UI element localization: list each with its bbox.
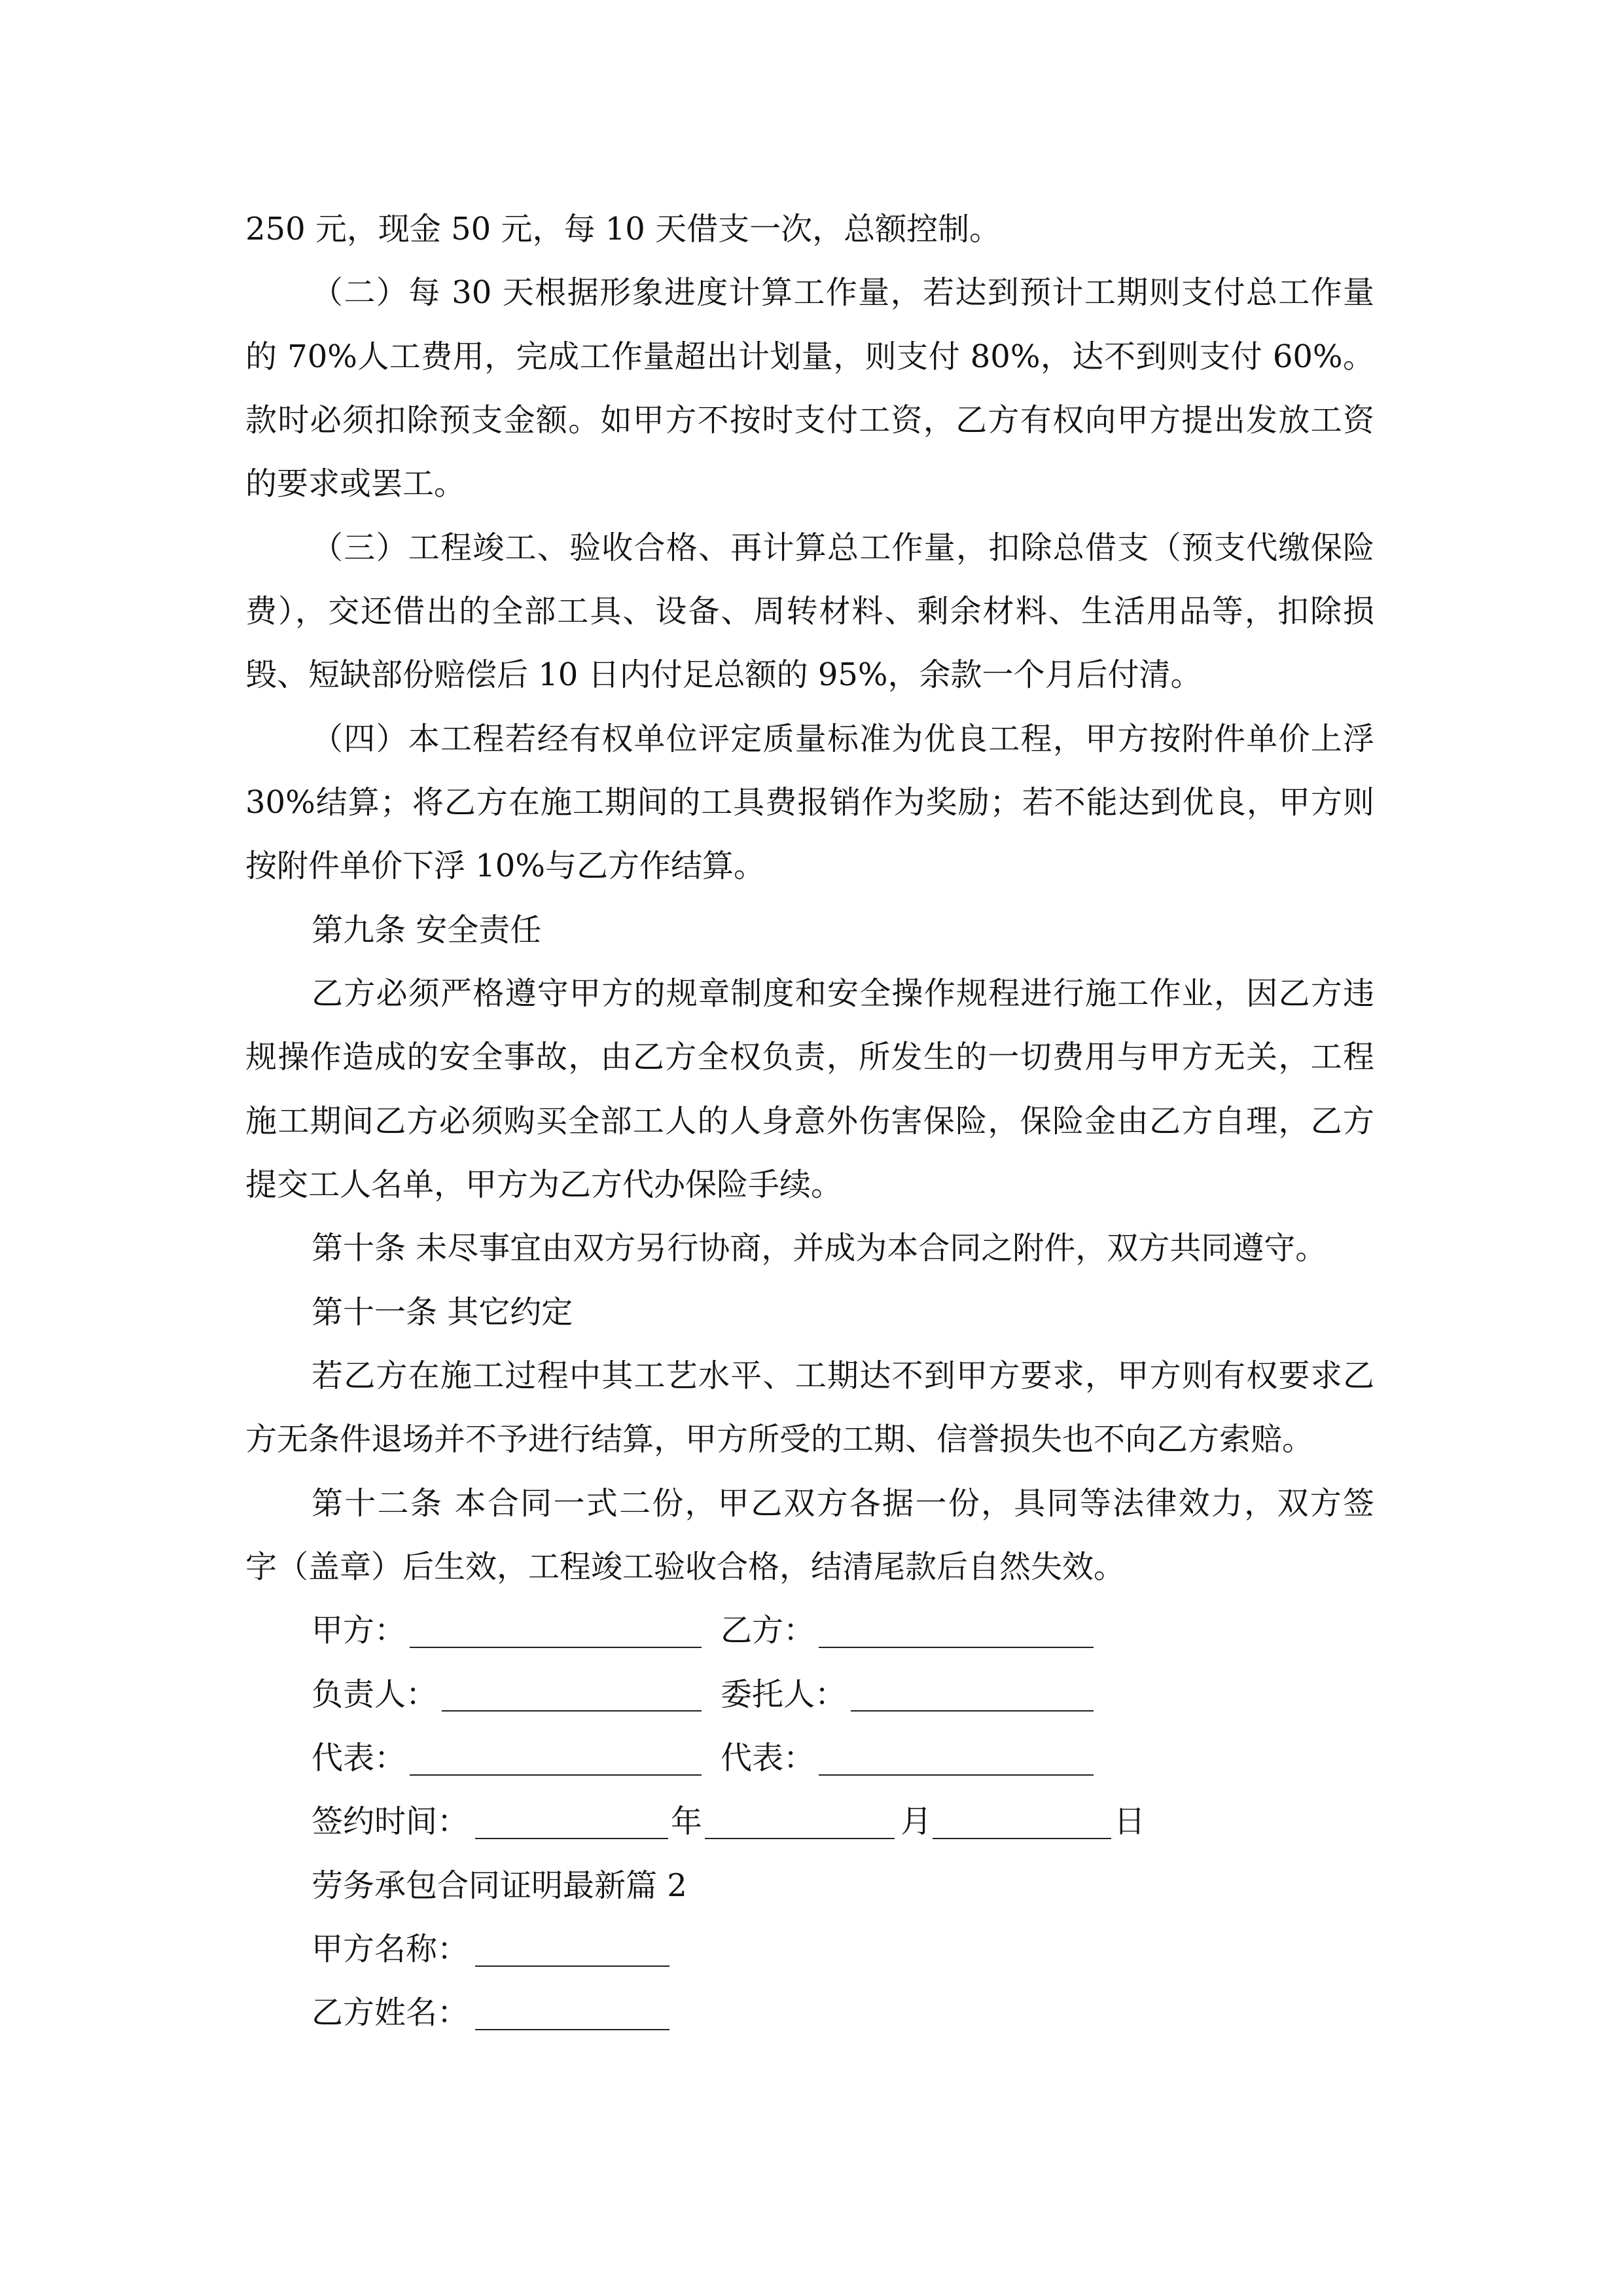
text-line: 30%结算；将乙方在施工期间的工具费报销作为奖励；若不能达到优良，甲方则 <box>245 784 1374 821</box>
party-a-blank[interactable] <box>410 1647 702 1648</box>
text-line: 毁、短缺部份赔偿后 10 日内付足总额的 95%，余款一个月后付清。 <box>245 656 1202 693</box>
party-a-name-blank[interactable] <box>475 1965 669 1967</box>
text-line: 乙方必须严格遵守甲方的规章制度和安全操作规程进行施工作业，因乙方违 <box>312 975 1374 1012</box>
day-blank[interactable] <box>933 1838 1111 1839</box>
text-line: 字（盖章）后生效，工程竣工验收合格，结清尾款后自然失效。 <box>245 1549 1126 1585</box>
entrusted-label: 委托人： <box>721 1676 847 1713</box>
text-line: 方无条件退场并不予进行结算，甲方所受的工期、信誉损失也不向乙方索赔。 <box>245 1421 1314 1458</box>
article-11-heading: 第十一条 其它约定 <box>312 1294 573 1331</box>
text-line: 若乙方在施工过程中其工艺水平、工期达不到甲方要求，甲方则有权要求乙 <box>312 1357 1374 1394</box>
month-blank[interactable] <box>705 1838 895 1839</box>
text-line: 规操作造成的安全事故，由乙方全权负责，所发生的一切费用与甲方无关，工程 <box>245 1039 1374 1075</box>
year-label: 年 <box>671 1803 703 1840</box>
text-line: 款时必须扣除预支金额。如甲方不按时支付工资，乙方有权向甲方提出发放工资 <box>245 402 1374 439</box>
text-line: 的 70%人工费用，完成工作量超出计划量，则支付 80%，达不到则支付 60%。 <box>245 338 1374 375</box>
party-b-name-label: 乙方姓名： <box>312 1994 469 2031</box>
text-line: 费），交还借出的全部工具、设备、周转材料、剩余材料、生活用品等，扣除损 <box>245 593 1374 630</box>
month-label: 月 <box>901 1803 933 1840</box>
text-line: 的要求或罢工。 <box>245 465 466 502</box>
person-in-charge-label: 负责人： <box>312 1676 438 1713</box>
rep-b-blank[interactable] <box>819 1774 1094 1776</box>
day-label: 日 <box>1114 1803 1146 1840</box>
article-9-heading: 第九条 安全责任 <box>312 912 542 948</box>
clause-payment-3: （三）工程竣工、验收合格、再计算总工作量，扣除总借支（预支代缴保险 <box>312 529 1374 566</box>
rep-a-label: 代表： <box>312 1740 406 1776</box>
text-line: 按附件单价下浮 10%与乙方作结算。 <box>245 848 765 884</box>
party-b-label: 乙方： <box>721 1612 815 1649</box>
section-2-title: 劳务承包合同证明最新篇 2 <box>312 1867 687 1904</box>
party-b-blank[interactable] <box>819 1647 1094 1648</box>
party-b-name-blank[interactable] <box>475 2029 669 2030</box>
clause-payment-2: （二）每 30 天根据形象进度计算工作量，若达到预计工期则支付总工作量 <box>312 274 1374 311</box>
article-12: 第十二条 本合同一式二份，甲乙双方各据一份，具同等法律效力，双方签 <box>312 1485 1374 1522</box>
party-a-label: 甲方： <box>312 1612 406 1649</box>
person-in-charge-blank[interactable] <box>442 1710 702 1712</box>
article-10: 第十条 未尽事宜由双方另行协商，并成为本合同之附件，双方共同遵守。 <box>312 1230 1327 1266</box>
party-a-name-label: 甲方名称： <box>312 1931 469 1967</box>
rep-a-blank[interactable] <box>410 1774 702 1776</box>
rep-b-label: 代表： <box>721 1740 815 1776</box>
year-blank[interactable] <box>475 1838 668 1839</box>
text-line: 250 元，现金 50 元，每 10 天借支一次，总额控制。 <box>245 211 1001 247</box>
clause-payment-4: （四）本工程若经有权单位评定质量标准为优良工程，甲方按附件单价上浮 <box>312 721 1374 757</box>
text-line: 提交工人名单，甲方为乙方代办保险手续。 <box>245 1166 843 1203</box>
text-line: 施工期间乙方必须购买全部工人的人身意外伤害保险，保险金由乙方自理，乙方 <box>245 1103 1374 1139</box>
entrusted-blank[interactable] <box>851 1710 1094 1712</box>
sign-date-label: 签约时间： <box>312 1803 469 1840</box>
